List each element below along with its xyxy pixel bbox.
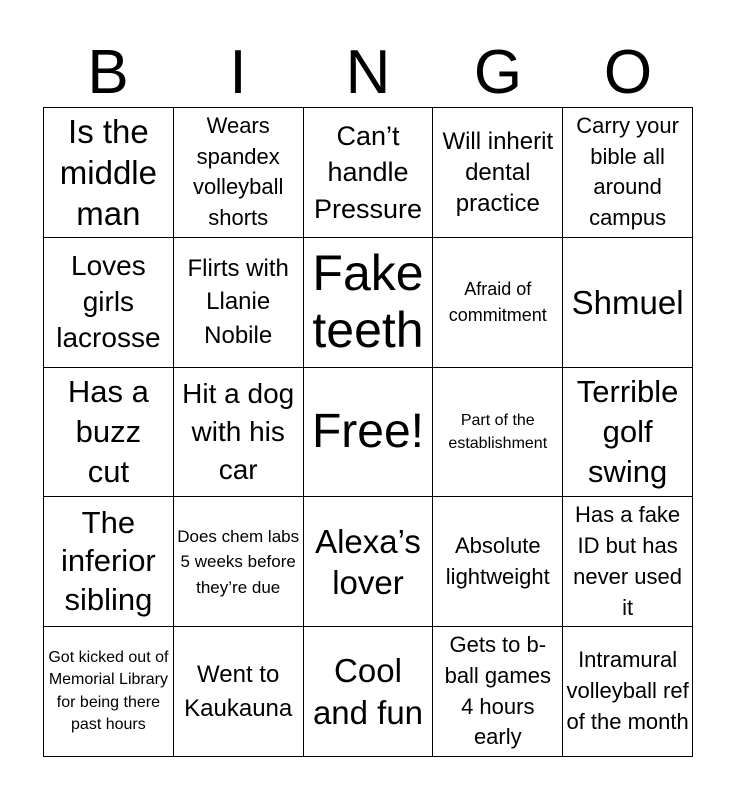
- cell-text: The inferior sibling: [61, 504, 156, 618]
- cell-text: Afraid of commitment: [448, 279, 547, 326]
- cell-text: Is the middle man: [59, 112, 157, 233]
- bingo-cell[interactable]: [563, 108, 693, 238]
- bingo-cell[interactable]: [44, 108, 174, 238]
- bingo-cell[interactable]: [44, 497, 174, 627]
- free-space-text: Free!: [311, 404, 424, 458]
- cell-text: Fake teeth: [312, 244, 424, 359]
- bingo-cell[interactable]: [44, 368, 174, 498]
- header-letter-g: G: [473, 38, 523, 107]
- bingo-cell[interactable]: [174, 627, 304, 757]
- bingo-grid: [43, 107, 693, 757]
- bingo-cell[interactable]: [433, 238, 563, 368]
- bingo-cell[interactable]: [174, 497, 304, 627]
- bingo-cell[interactable]: [174, 368, 304, 498]
- cell-text: Flirts with Llanie Nobile: [187, 254, 289, 349]
- cell-text: Has a buzz cut: [67, 373, 149, 490]
- header-letter-i: I: [229, 38, 247, 107]
- cell-text: Gets to b-ball games 4 hours early: [444, 632, 551, 750]
- bingo-cell[interactable]: [304, 497, 434, 627]
- bingo-cell[interactable]: [304, 238, 434, 368]
- cell-text: Cool and fun: [312, 652, 424, 731]
- cell-text: Loves girls lacrosse: [56, 249, 161, 354]
- bingo-cell[interactable]: [433, 497, 563, 627]
- bingo-cell[interactable]: [174, 238, 304, 368]
- free-space-cell[interactable]: [304, 368, 434, 498]
- bingo-cell[interactable]: [433, 627, 563, 757]
- header-letter-n: N: [345, 38, 391, 107]
- cell-text: Has a fake ID but has never used it: [573, 502, 683, 620]
- bingo-cell[interactable]: [44, 238, 174, 368]
- bingo-cell[interactable]: [304, 627, 434, 757]
- cell-text: Terrible golf swing: [576, 373, 679, 490]
- bingo-cell[interactable]: [433, 108, 563, 238]
- cell-text: Got kicked out of Memorial Library for being there past hours: [48, 648, 169, 733]
- cell-text: Will inherit dental practice: [442, 127, 554, 217]
- bingo-cell[interactable]: [563, 368, 693, 498]
- header-letter-b: B: [87, 38, 129, 107]
- bingo-cell[interactable]: [304, 108, 434, 238]
- header-letter-o: O: [603, 38, 653, 107]
- cell-text: Intramural volleyball ref of the month: [566, 647, 689, 734]
- cell-text: Wears spandex volleyball shorts: [192, 112, 284, 231]
- bingo-cell[interactable]: [563, 627, 693, 757]
- bingo-cell[interactable]: [44, 627, 174, 757]
- cell-text: Absolute lightweight: [445, 532, 550, 589]
- bingo-header: [43, 38, 693, 107]
- bingo-cell[interactable]: [563, 497, 693, 627]
- bingo-cell[interactable]: [563, 238, 693, 368]
- cell-text: Part of the establishment: [448, 411, 548, 452]
- cell-text: Can’t handle Pressure: [313, 120, 423, 224]
- bingo-cell[interactable]: [433, 368, 563, 498]
- cell-text: Went to Kaukauna: [184, 661, 293, 722]
- cell-text: Shmuel: [571, 283, 684, 321]
- cell-text: Alexa’s lover: [315, 522, 421, 601]
- cell-text: Does chem labs 5 weeks before they’re due: [177, 526, 300, 597]
- cell-text: Carry your bible all around campus: [576, 112, 679, 231]
- bingo-cell[interactable]: [174, 108, 304, 238]
- cell-text: Hit a dog with his car: [182, 378, 295, 485]
